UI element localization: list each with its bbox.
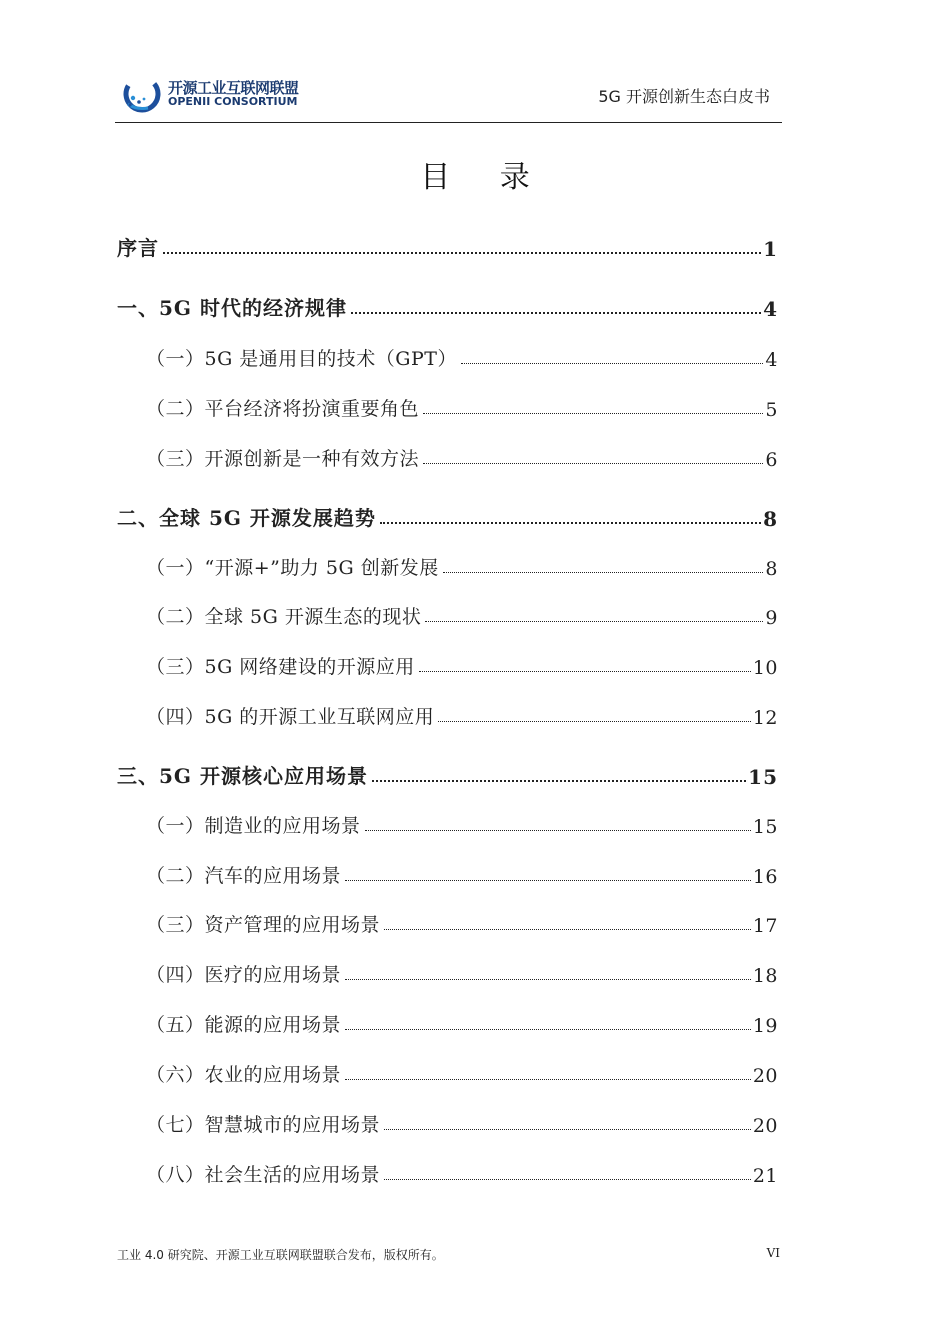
logo-english-name: OPENII CONSORTIUM [168,95,298,108]
toc-entry-page: 9 [765,607,778,629]
toc-entry-label: 三、5G 开源核心应用场景 [117,764,368,788]
toc-entry-label: （三）5G 网络建设的开源应用 [146,656,415,678]
toc-entry-label: （二）平台经济将扮演重要角色 [146,398,420,420]
toc-leader-dots [345,1029,751,1030]
toc-entry-page: 8 [765,558,778,580]
toc-entry-page: 15 [752,816,778,838]
toc-leader-dots [163,252,761,254]
toc-entry-label: （二）汽车的应用场景 [146,865,342,887]
toc-entry[interactable] [117,810,778,838]
toc-leader-dots [438,721,751,722]
toc-leader-dots [419,671,751,672]
toc-entry[interactable] [117,701,778,729]
toc-entry-label: （八）社会生活的应用场景 [146,1164,381,1186]
toc-entry-label: 序言 [117,236,159,260]
toc-entry-page: 17 [752,915,778,937]
toc-entry-page: 4 [763,297,778,321]
toc-entry-label: （四）医疗的应用场景 [146,964,342,986]
toc-entry-label: （七）智慧城市的应用场景 [146,1114,381,1136]
toc-leader-dots [345,1079,751,1080]
consortium-logo [120,72,320,116]
toc-entry-page: 20 [752,1115,778,1137]
toc-leader-dots [423,413,763,414]
toc-leader-dots [384,1129,751,1130]
toc-entry[interactable] [117,959,778,987]
toc-entry-page: 8 [763,507,778,531]
toc-leader-dots [380,522,761,524]
toc-entry-label: 二、全球 5G 开源发展趋势 [117,506,376,530]
toc-entry[interactable] [117,1009,778,1037]
toc-entry-label: 一、5G 时代的经济规律 [117,296,347,320]
page-header [115,72,782,123]
document-title: 5G 开源创新生态白皮书 [598,87,770,106]
toc-entry-label: （五）能源的应用场景 [146,1014,342,1036]
toc-entry[interactable] [117,1159,778,1187]
toc-entry-page: 18 [752,965,778,987]
toc-entry-page: 15 [748,765,778,789]
toc-leader-dots [384,1179,751,1180]
footer-copyright: 工业 4.0 研究院、开源工业互联网联盟联合发布，版权所有。 [117,1248,444,1262]
toc-entry-label: （六）农业的应用场景 [146,1064,342,1086]
toc-entry-page: 5 [765,399,778,421]
toc-entry[interactable] [117,651,778,679]
toc-entry[interactable] [117,393,778,421]
toc-entry-page: 12 [752,707,778,729]
toc-entry[interactable] [117,503,778,531]
toc-entry-label: （一）“开源+”助力 5G 创新发展 [146,557,439,579]
toc-entry[interactable] [117,443,778,471]
toc-entry-label: （一）5G 是通用目的技术（GPT） [146,348,457,370]
toc-entry[interactable] [117,601,778,629]
toc-entry-label: （四）5G 的开源工业互联网应用 [146,706,435,728]
toc-leader-dots [345,880,751,881]
toc-entry-page: 4 [765,349,778,371]
toc-entry-label: （二）全球 5G 开源生态的现状 [146,606,422,628]
toc-leader-dots [345,979,751,980]
toc-entry[interactable] [117,293,778,321]
toc-entry[interactable] [117,860,778,888]
toc-leader-dots [351,312,761,314]
consortium-logo-icon [120,74,164,114]
toc-leader-dots [425,621,763,622]
toc-entry[interactable] [117,1109,778,1137]
toc-entry-label: （三）资产管理的应用场景 [146,914,381,936]
toc-leader-dots [443,572,764,573]
toc-entry-page: 1 [763,237,778,261]
toc-leader-dots [384,929,751,930]
toc-entry-label: （一）制造业的应用场景 [146,815,361,837]
toc-entry-page: 20 [752,1065,778,1087]
toc-entry[interactable] [117,343,778,371]
toc-entry[interactable] [117,1059,778,1087]
toc-leader-dots [461,363,763,364]
footer-page-number: VI [766,1246,780,1260]
toc-entry[interactable] [117,552,778,580]
toc-entry-page: 16 [752,866,778,888]
toc-entry-page: 19 [752,1015,778,1037]
toc-entry-page: 21 [752,1165,778,1187]
toc-entry-label: （三）开源创新是一种有效方法 [146,448,420,470]
toc-heading: 目 录 [420,160,550,195]
toc-leader-dots [423,463,763,464]
toc-entry-page: 6 [765,449,778,471]
toc-entry[interactable] [117,761,778,789]
toc-entry[interactable] [117,909,778,937]
logo-chinese-name: 开源工业互联网联盟 [168,79,299,97]
toc-entry[interactable] [117,233,778,261]
toc-entry-page: 10 [752,657,778,679]
toc-leader-dots [372,780,746,782]
toc-leader-dots [365,830,751,831]
